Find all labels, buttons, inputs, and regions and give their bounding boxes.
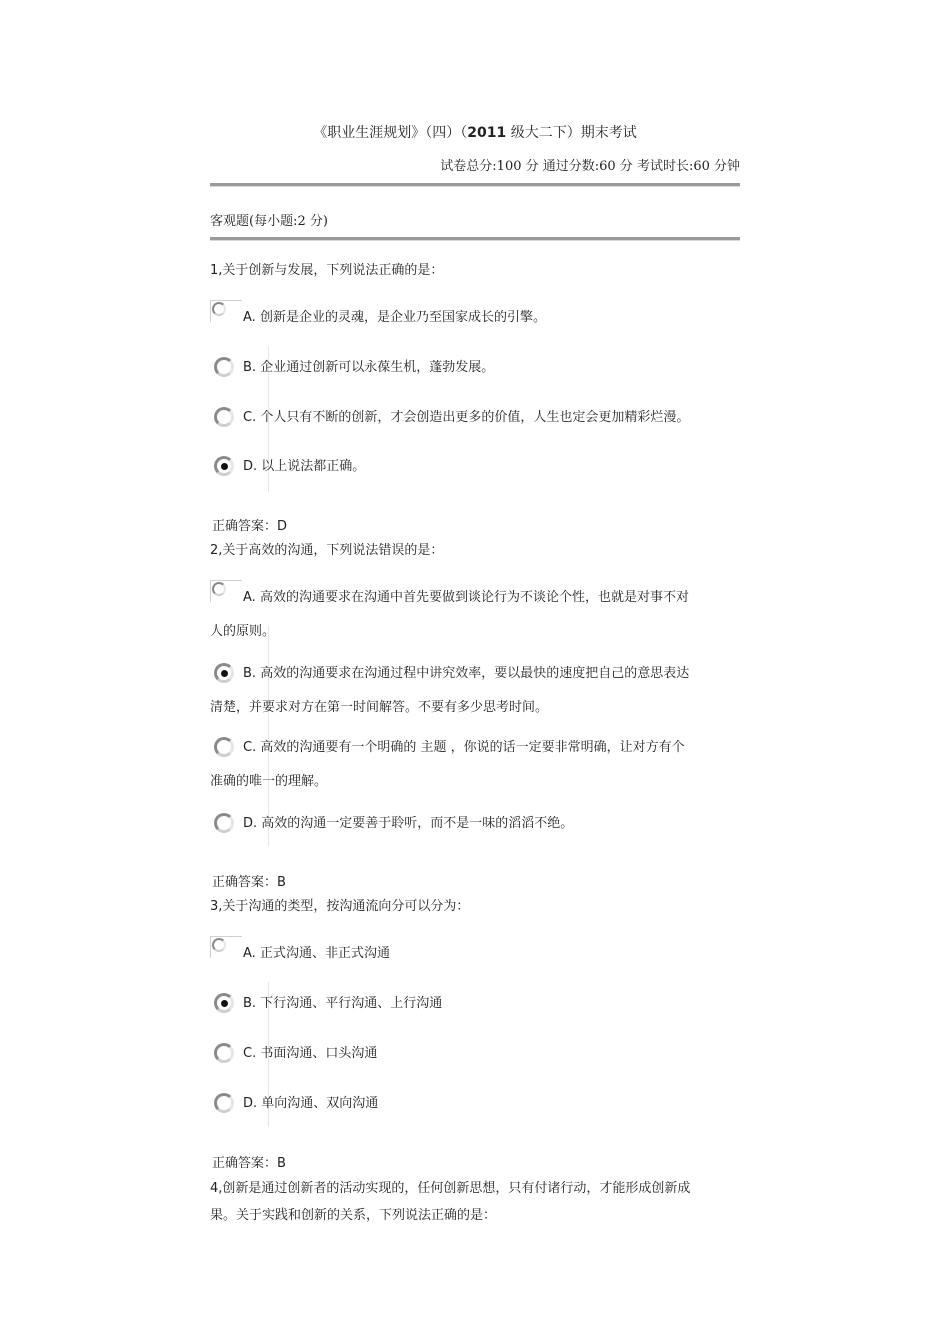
radio-button[interactable] — [214, 407, 234, 427]
radio-button[interactable] — [214, 813, 234, 833]
radio-button-selected[interactable] — [214, 456, 234, 476]
option-2c[interactable]: C. 高效的沟通要有一个明确的 主题 ，你说的话一定要非常明确，让对方有个 准确的唯一的理解。 — [210, 730, 740, 798]
option-2b[interactable]: B. 高效的沟通要求在沟通过程中讲究效率，要以最快的速度把自己的意思表达 清楚，并要求对方在第一时间解答。不要有多少思考时间。 — [210, 656, 740, 724]
option-1a[interactable]: A. 创新是企业的灵魂，是企业乃至国家成长的引擎。 — [210, 300, 740, 336]
divider — [210, 300, 211, 322]
divider — [210, 580, 242, 581]
correct-answer: 正确答案：D — [212, 519, 288, 534]
option-1c[interactable]: C. 个人只有不断的创新，才会创造出更多的价值，人生也定会更加精彩烂漫。 — [210, 400, 740, 435]
question-stem: 1,关于创新与发展，下列说法正确的是： — [210, 263, 444, 278]
divider — [210, 237, 740, 241]
radio-button[interactable] — [212, 582, 226, 596]
question-stem: 4,创新是通过创新者的活动实现的，任何创新思想，只有付诸行动，才能形成创新成 果。关于实践和创新的关系，下列说法正确的是： — [210, 1181, 691, 1223]
radio-button-selected[interactable] — [214, 663, 234, 683]
option-3c[interactable]: C. 书面沟通、口头沟通 — [210, 1036, 740, 1071]
option-3b[interactable]: B. 下行沟通、平行沟通、上行沟通 — [210, 986, 740, 1021]
radio-button[interactable] — [214, 357, 234, 377]
exam-title: 《职业生涯规划》（四）（2011 级大二下）期末考试 — [313, 125, 637, 141]
divider — [210, 300, 242, 301]
correct-answer: 正确答案：B — [212, 875, 286, 890]
correct-answer: 正确答案：B — [212, 1156, 286, 1171]
divider — [210, 936, 211, 958]
option-2d[interactable]: D. 高效的沟通一定要善于聆听，而不是一味的滔滔不绝。 — [210, 806, 740, 841]
question-stem: 2,关于高效的沟通，下列说法错误的是： — [210, 543, 444, 558]
radio-button[interactable] — [212, 938, 226, 952]
option-1b[interactable]: B. 企业通过创新可以永葆生机，蓬勃发展。 — [210, 350, 740, 385]
question-stem: 3,关于沟通的类型，按沟通流向分可以分为： — [210, 899, 470, 914]
radio-button[interactable] — [214, 737, 234, 757]
radio-button[interactable] — [212, 302, 226, 316]
exam-meta: 试卷总分:100 分 通过分数:60 分 考试时长:60 分钟 — [440, 159, 740, 174]
option-1d[interactable]: D. 以上说法都正确。 — [210, 449, 740, 484]
option-2a[interactable]: A. 高效的沟通要求在沟通中首先要做到谈论行为不谈论个性，也就是对事不对 人的原则。 — [210, 580, 740, 648]
radio-button[interactable] — [214, 1043, 234, 1063]
divider — [210, 183, 740, 187]
radio-button-selected[interactable] — [214, 993, 234, 1013]
divider — [210, 936, 242, 937]
option-3d[interactable]: D. 单向沟通、双向沟通 — [210, 1086, 740, 1121]
radio-button[interactable] — [214, 1093, 234, 1113]
divider — [210, 580, 211, 602]
option-3a[interactable]: A. 正式沟通、非正式沟通 — [210, 936, 740, 972]
section-label: 客观题(每小题:2 分) — [210, 214, 328, 229]
